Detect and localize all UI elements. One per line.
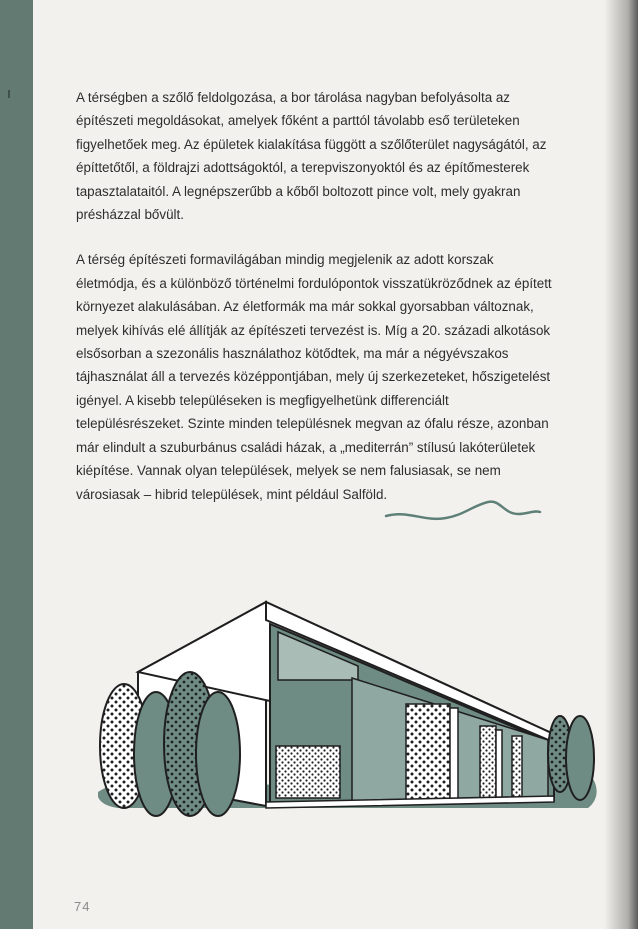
body-text: [76, 86, 554, 506]
dotted-panel-3: [480, 726, 496, 798]
decorative-squiggle: [384, 496, 544, 526]
page-edge-shadow: [604, 0, 638, 929]
cypress-tree-4: [196, 692, 240, 816]
page-number: 74: [74, 899, 91, 914]
spine-mark: [8, 90, 10, 98]
cypress-tree-6: [566, 716, 594, 800]
column-1: [450, 708, 458, 800]
dotted-panel-2: [406, 704, 450, 800]
dotted-panel-1: [276, 746, 340, 798]
paragraph-1: A térségben a szőlő feldolgozása, a bor tárolása nagyban befolyásolta az építészeti megoldásokat, amelyek főként a parttól távolabb eső területeken figyelhetőek meg. Az épületek kialakítása függött a szőlőterület nagyságától, az építtetőtől, a földrajzi adottságoktól, a terepviszonyoktól és az építőmesterek tapasztalataitól. A legnépszerűbb a kőből boltozott pince volt, mely gyakran présházzal bővült.: [76, 90, 547, 223]
paragraph-2: A térség építészeti formavilágában mindig megjelenik az adott korszak életmódja, és a különböző történelmi fordulópontok visszatükröződnek az épített környezet alakulásában. Az életformák ma már sokkal gyorsabban változnak, melyek kihívás elé állítják az építészeti tervezést is. Míg a 20. századi alkotások elsősorban a szezonális használathoz kötődtek, ma már a négyévszakos tájhasználat áll a tervezés középpontjában, mely új szerkezeteket, hőszigetelést igényel. A kisebb településeken is megfigyelhetünk differenciált településrészeket. Szinte minden településnek megvan az ófalu része, azonban már elindult a szuburbánus családi házak, a „mediterrán” stílusú lakóterületek kiépítése. Vannak olyan települések, melyek se nem falusiasak, se nem városiasak – hibrid települések, mint például Salföld.: [76, 252, 552, 502]
dotted-panel-4: [512, 736, 522, 798]
page-spine-band: [0, 0, 33, 929]
modern-house-illustration: [98, 596, 604, 822]
column-2: [496, 730, 502, 800]
